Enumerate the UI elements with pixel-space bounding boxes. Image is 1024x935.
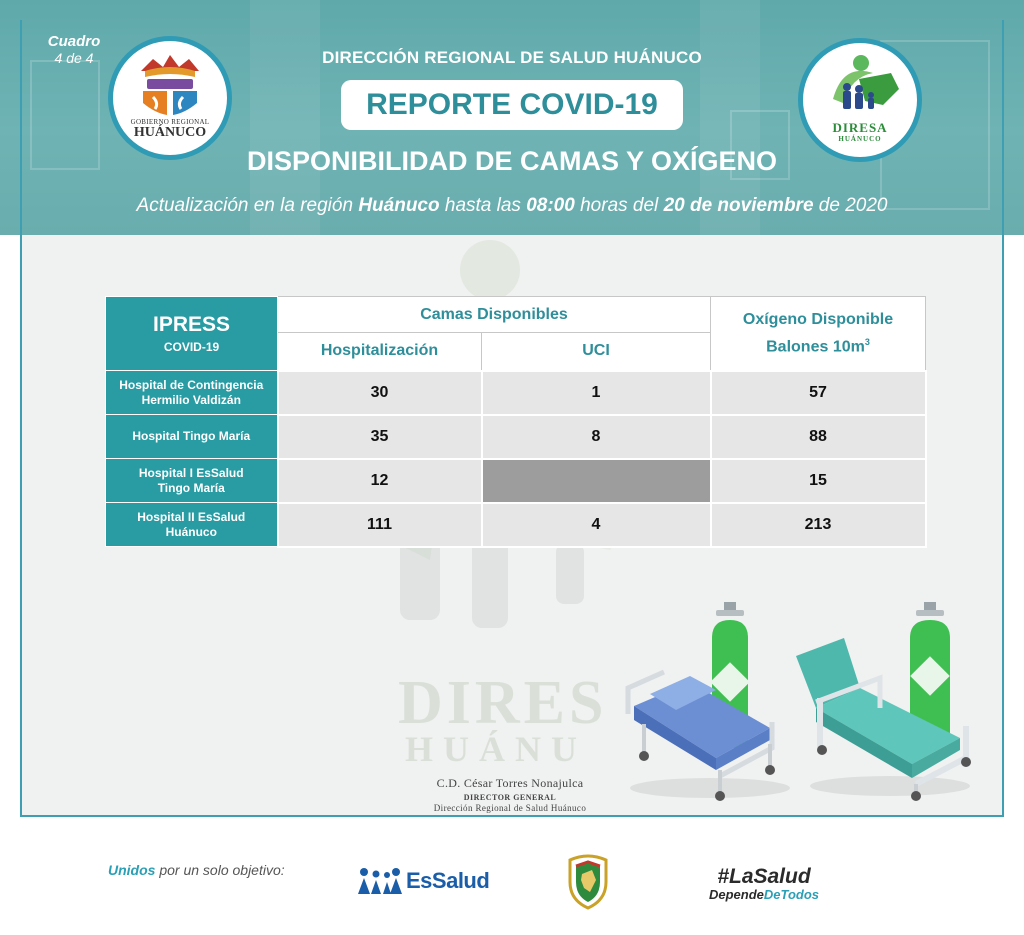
gobierno-regional-logo xyxy=(108,36,232,160)
uci-value: 4 xyxy=(482,503,711,547)
essalud-logo: EsSalud xyxy=(356,866,489,896)
hospitalization-value: 111 xyxy=(278,503,482,547)
uci-header: UCI xyxy=(482,333,711,371)
uci-value-empty xyxy=(482,459,711,503)
oxygen-value: 57 xyxy=(711,371,926,415)
hospital-name: Hospital de Contingencia Hermilio Valdizán xyxy=(106,371,278,415)
diresa-text: DIRESA HUÁNUCO xyxy=(832,120,888,143)
cuadro-label: Cuadro 4 de 4 xyxy=(47,33,101,66)
government-shield-icon xyxy=(566,852,610,910)
org-title: DIRECCIÓN REGIONAL DE SALUD HUÁNUCO xyxy=(322,48,702,67)
table-row xyxy=(106,503,926,547)
beds-oxygen-table xyxy=(105,296,927,548)
table-row xyxy=(106,415,926,459)
gobierno-regional-text: GOBIERNO REGIONAL HUÁNUCO xyxy=(130,118,210,140)
oxygen-value: 15 xyxy=(711,459,926,503)
hospitalization-header: Hospitalización xyxy=(278,333,482,371)
ipress-header: IPRESS COVID-19 xyxy=(106,297,278,371)
footer-slogan: Unidos por un solo objetivo: xyxy=(108,862,285,878)
watermark-subtitle: HUÁNU xyxy=(405,729,587,769)
uci-value: 1 xyxy=(482,371,711,415)
hospitalization-value: 35 xyxy=(278,415,482,459)
beds-header: Camas Disponibles xyxy=(278,297,711,333)
signature-block: C.D. César Torres Nonajulca DIRECTOR GENERAL Dirección Regional de Salud Huánuco xyxy=(433,776,587,813)
diresa-logo xyxy=(798,38,922,162)
oxygen-value: 88 xyxy=(711,415,926,459)
footer xyxy=(0,835,1024,935)
hospital-bed-icon xyxy=(628,672,790,801)
watermark-title: DIRES xyxy=(398,669,608,737)
main-title: DISPONIBILIDAD DE CAMAS Y OXÍGENO xyxy=(246,146,778,176)
hospital-name: Hospital Tingo María xyxy=(106,415,278,459)
beds-oxygen-illustration xyxy=(620,598,980,808)
hospital-name: Hospital II EsSalud Huánuco xyxy=(106,503,278,547)
hospitalization-value: 30 xyxy=(278,371,482,415)
table-row xyxy=(106,371,926,415)
uci-value: 8 xyxy=(482,415,711,459)
hashtag-campaign: #LaSalud DependeDeTodos xyxy=(708,865,820,902)
report-title: REPORTE COVID-19 xyxy=(341,80,683,130)
oxygen-value: 213 xyxy=(711,503,926,547)
oxygen-header: Oxígeno Disponible Balones $10m^3$ xyxy=(711,297,926,371)
essalud-family-icon xyxy=(356,866,402,896)
hospitalization-value: 12 xyxy=(278,459,482,503)
update-subtitle: Actualización en la región Huánuco hasta las 08:00 horas del 20 de noviembre de 2020 xyxy=(136,195,888,216)
hospital-name: Hospital I EsSalud Tingo María xyxy=(106,459,278,503)
table-row xyxy=(106,459,926,503)
